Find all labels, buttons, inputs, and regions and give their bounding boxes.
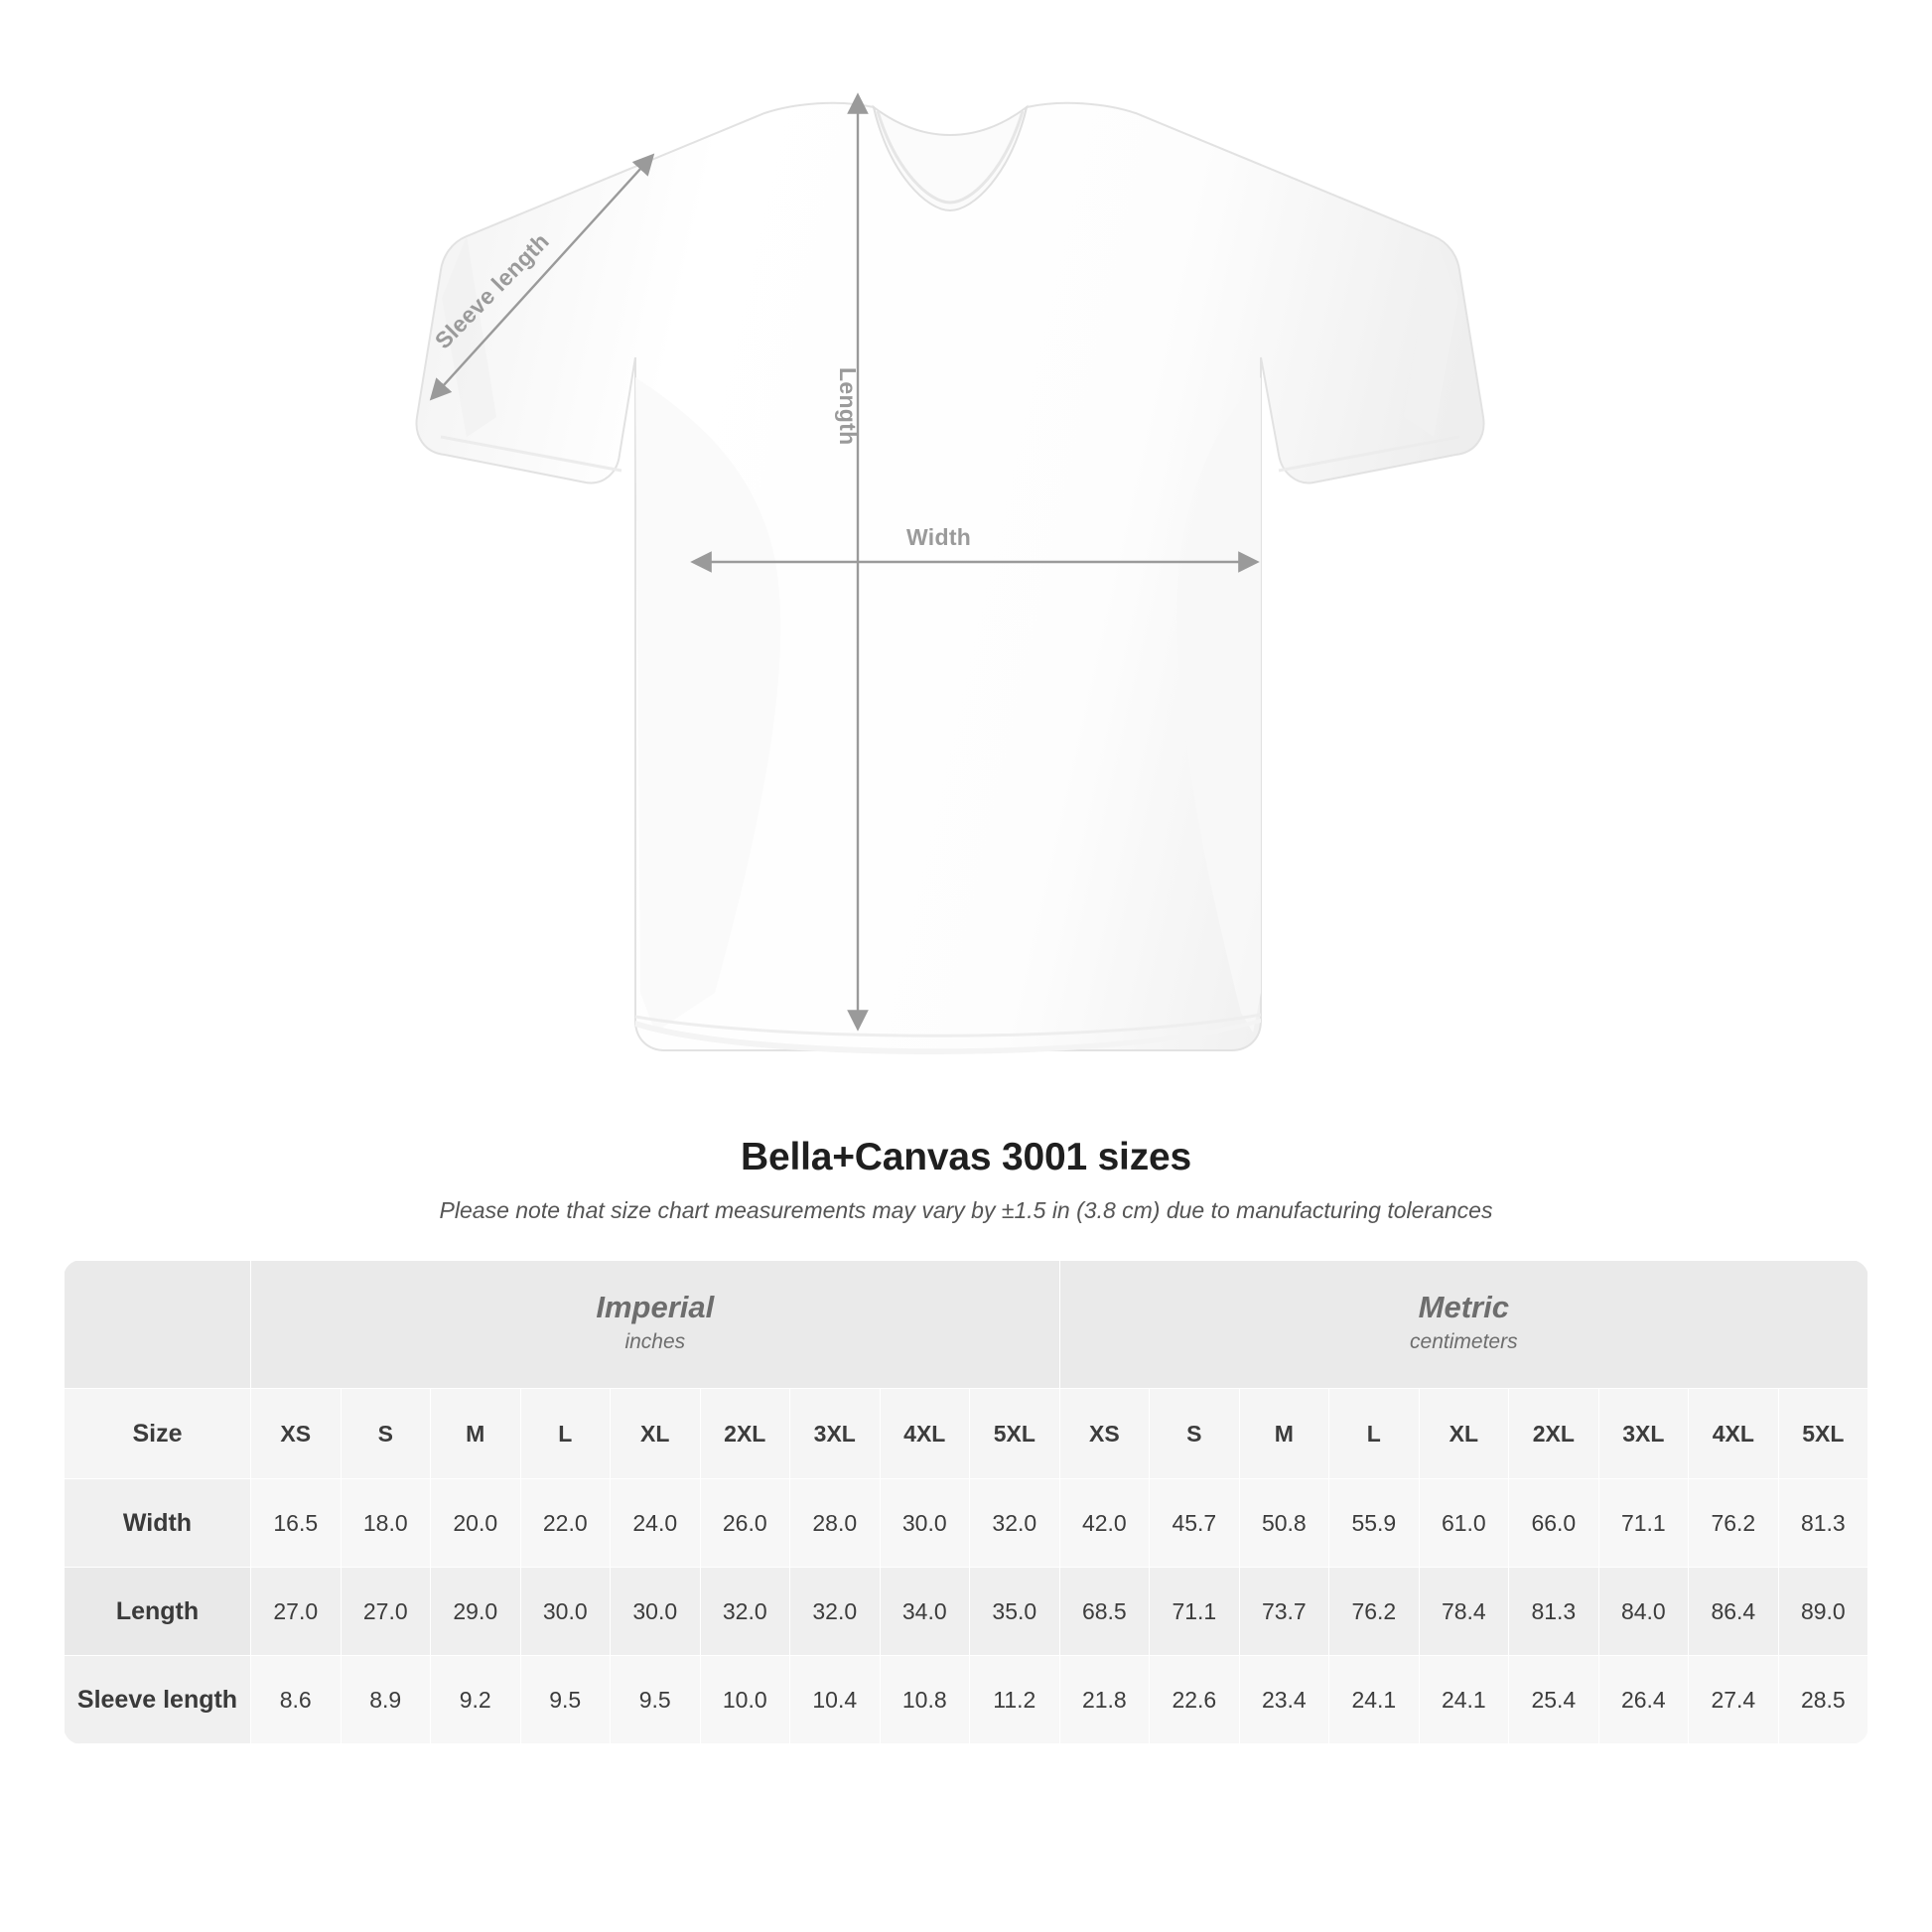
cell-sleeve-metric-4xl: 27.4 — [1689, 1656, 1779, 1744]
cell-length-imperial-s: 27.0 — [341, 1568, 431, 1656]
cell-length-metric-2xl: 81.3 — [1509, 1568, 1599, 1656]
cell-sleeve-metric-s: 22.6 — [1150, 1656, 1240, 1744]
cell-sleeve-metric-2xl: 25.4 — [1509, 1656, 1599, 1744]
cell-sleeve-imperial-l: 9.5 — [520, 1656, 611, 1744]
cell-width-metric-l: 55.9 — [1329, 1479, 1420, 1568]
cell-width-imperial-m: 20.0 — [431, 1479, 521, 1568]
cell-width-metric-2xl: 66.0 — [1509, 1479, 1599, 1568]
size-header-metric-xs: XS — [1059, 1389, 1150, 1479]
cell-sleeve-imperial-4xl: 10.8 — [880, 1656, 970, 1744]
size-table — [64, 1260, 1868, 1744]
size-header-row — [65, 1389, 1868, 1479]
metric-unit-header — [1059, 1261, 1868, 1389]
cell-sleeve-metric-m: 23.4 — [1239, 1656, 1329, 1744]
size-header-metric-3xl: 3XL — [1598, 1389, 1689, 1479]
cell-width-metric-xs: 42.0 — [1059, 1479, 1150, 1568]
cell-width-metric-5xl: 81.3 — [1778, 1479, 1868, 1568]
metric-unit-name: Metric — [1418, 1290, 1509, 1325]
cell-width-imperial-xl: 24.0 — [611, 1479, 701, 1568]
width-dimension-label: Width — [906, 524, 972, 550]
imperial-unit-header — [251, 1261, 1060, 1389]
title-block — [0, 1136, 1932, 1224]
cell-length-imperial-m: 29.0 — [431, 1568, 521, 1656]
cell-sleeve-metric-xl: 24.1 — [1419, 1656, 1509, 1744]
cell-sleeve-metric-5xl: 28.5 — [1778, 1656, 1868, 1744]
size-header-metric-l: L — [1329, 1389, 1420, 1479]
size-header-imperial-2xl: 2XL — [700, 1389, 790, 1479]
sleeve-length-dimension-label: Sleeve length — [429, 227, 554, 354]
cell-width-metric-s: 45.7 — [1150, 1479, 1240, 1568]
cell-sleeve-imperial-3xl: 10.4 — [790, 1656, 881, 1744]
page-title: Bella+Canvas 3001 sizes — [741, 1136, 1191, 1178]
cell-length-metric-m: 73.7 — [1239, 1568, 1329, 1656]
table-row — [65, 1479, 1868, 1568]
size-header-imperial-l: L — [520, 1389, 611, 1479]
size-header-metric-s: S — [1150, 1389, 1240, 1479]
size-header-imperial-5xl: 5XL — [970, 1389, 1060, 1479]
imperial-unit-sub: inches — [624, 1330, 686, 1354]
cell-width-metric-m: 50.8 — [1239, 1479, 1329, 1568]
size-header-imperial-s: S — [341, 1389, 431, 1479]
size-header-metric-m: M — [1239, 1389, 1329, 1479]
tshirt-shape — [417, 103, 1484, 1054]
cell-length-metric-5xl: 89.0 — [1778, 1568, 1868, 1656]
cell-length-imperial-3xl: 32.0 — [790, 1568, 881, 1656]
cell-width-imperial-s: 18.0 — [341, 1479, 431, 1568]
cell-sleeve-imperial-m: 9.2 — [431, 1656, 521, 1744]
size-header-imperial-3xl: 3XL — [790, 1389, 881, 1479]
unit-header-row — [65, 1261, 1868, 1389]
cell-width-metric-3xl: 71.1 — [1598, 1479, 1689, 1568]
row-label-length: Length — [65, 1568, 251, 1656]
cell-sleeve-imperial-xl: 9.5 — [611, 1656, 701, 1744]
metric-unit-sub: centimeters — [1410, 1330, 1518, 1354]
size-header-imperial-m: M — [431, 1389, 521, 1479]
cell-width-imperial-3xl: 28.0 — [790, 1479, 881, 1568]
size-header-metric-4xl: 4XL — [1689, 1389, 1779, 1479]
size-header-metric-xl: XL — [1419, 1389, 1509, 1479]
cell-length-imperial-5xl: 35.0 — [970, 1568, 1060, 1656]
table-row — [65, 1656, 1868, 1744]
cell-length-imperial-4xl: 34.0 — [880, 1568, 970, 1656]
cell-width-imperial-2xl: 26.0 — [700, 1479, 790, 1568]
cell-sleeve-metric-3xl: 26.4 — [1598, 1656, 1689, 1744]
imperial-unit-name: Imperial — [596, 1290, 715, 1325]
table-row — [65, 1568, 1868, 1656]
cell-sleeve-imperial-xs: 8.6 — [251, 1656, 342, 1744]
row-label-width: Width — [65, 1479, 251, 1568]
cell-sleeve-imperial-s: 8.9 — [341, 1656, 431, 1744]
cell-width-metric-4xl: 76.2 — [1689, 1479, 1779, 1568]
size-table-wrapper — [64, 1260, 1868, 1744]
cell-length-metric-xs: 68.5 — [1059, 1568, 1150, 1656]
cell-length-metric-xl: 78.4 — [1419, 1568, 1509, 1656]
cell-width-imperial-4xl: 30.0 — [880, 1479, 970, 1568]
cell-length-imperial-xs: 27.0 — [251, 1568, 342, 1656]
cell-sleeve-metric-l: 24.1 — [1329, 1656, 1420, 1744]
cell-sleeve-imperial-2xl: 10.0 — [700, 1656, 790, 1744]
cell-width-metric-xl: 61.0 — [1419, 1479, 1509, 1568]
cell-sleeve-imperial-5xl: 11.2 — [970, 1656, 1060, 1744]
size-header-metric-2xl: 2XL — [1509, 1389, 1599, 1479]
length-dimension-label: Length — [835, 367, 861, 446]
cell-length-metric-s: 71.1 — [1150, 1568, 1240, 1656]
row-label-sleeve-length: Sleeve length — [65, 1656, 251, 1744]
cell-width-imperial-l: 22.0 — [520, 1479, 611, 1568]
size-header-label: Size — [65, 1389, 251, 1479]
cell-sleeve-metric-xs: 21.8 — [1059, 1656, 1150, 1744]
cell-width-imperial-xs: 16.5 — [251, 1479, 342, 1568]
size-header-imperial-xl: XL — [611, 1389, 701, 1479]
size-header-metric-5xl: 5XL — [1778, 1389, 1868, 1479]
size-header-imperial-xs: XS — [251, 1389, 342, 1479]
cell-length-imperial-2xl: 32.0 — [700, 1568, 790, 1656]
cell-length-imperial-xl: 30.0 — [611, 1568, 701, 1656]
cell-length-metric-4xl: 86.4 — [1689, 1568, 1779, 1656]
cell-length-metric-3xl: 84.0 — [1598, 1568, 1689, 1656]
cell-width-imperial-5xl: 32.0 — [970, 1479, 1060, 1568]
cell-length-metric-l: 76.2 — [1329, 1568, 1420, 1656]
table-corner-cell — [65, 1261, 251, 1389]
cell-length-imperial-l: 30.0 — [520, 1568, 611, 1656]
tolerance-note: Please note that size chart measurements may vary by ±1.5 in (3.8 cm) due to manufacturing tolerances — [439, 1197, 1493, 1223]
size-header-imperial-4xl: 4XL — [880, 1389, 970, 1479]
